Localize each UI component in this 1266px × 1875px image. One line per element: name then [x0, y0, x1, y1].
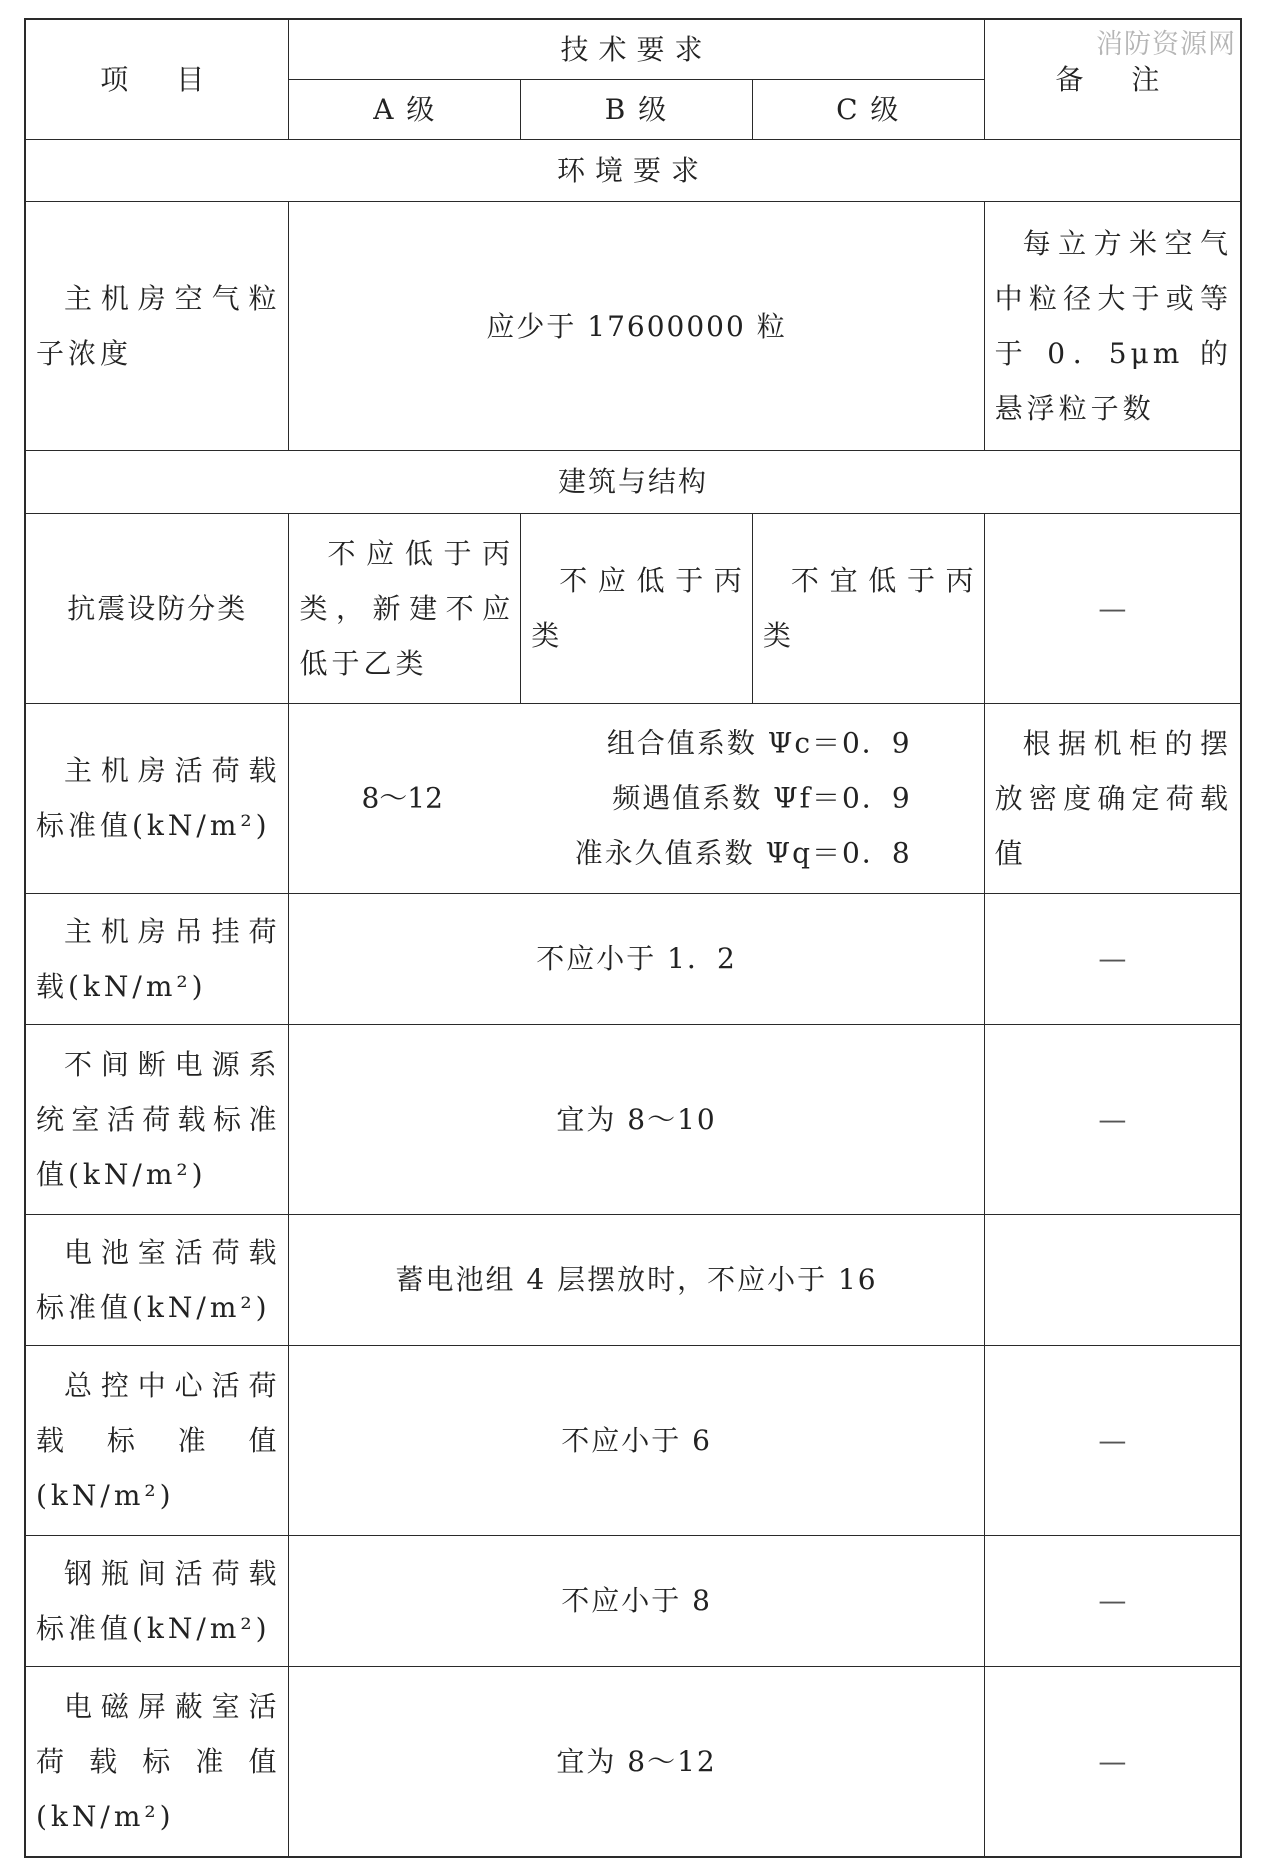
- item-cylinder-room: 钢瓶间活荷载标准值(kN/m²): [25, 1535, 289, 1666]
- item-particle: 主机房空气粒子浓度: [25, 202, 289, 451]
- header-item: 项 目: [25, 19, 289, 139]
- note-battery: [984, 1214, 1241, 1345]
- value-control-center: 不应小于 6: [289, 1345, 984, 1535]
- header-tech-requirements: 技术要求: [289, 19, 984, 79]
- note-cylinder-room: —: [984, 1535, 1241, 1666]
- header-grade-a: A 级: [289, 79, 521, 139]
- seismic-grade-a: 不应低于丙类，新建不应低于乙类: [289, 513, 521, 703]
- note-particle: 每立方米空气中粒径大于或等于 0．5μm 的悬浮粒子数: [984, 202, 1241, 451]
- item-ups: 不间断电源系统室活荷载标准值(kN/m²): [25, 1024, 289, 1214]
- table-row-battery: [25, 1214, 1241, 1345]
- requirements-table: [24, 18, 1242, 1858]
- note-room-live-load: 根据机柜的摆放密度确定荷载值: [984, 703, 1241, 893]
- table-row-particle: [25, 202, 1241, 451]
- note-ups: —: [984, 1024, 1241, 1214]
- table-row-hanging-load: [25, 893, 1241, 1024]
- item-hanging-load: 主机房吊挂荷载(kN/m²): [25, 893, 289, 1024]
- table-row-control-center: [25, 1345, 1241, 1535]
- section-row-building: [25, 450, 1241, 513]
- coefficient-combination: 组合值系数 Ψc＝0．9: [606, 726, 912, 760]
- coefficient-frequent: 频遇值系数 Ψf＝0．9: [612, 781, 912, 815]
- value-battery: 蓄电池组 4 层摆放时，不应小于 16: [289, 1214, 984, 1345]
- seismic-grade-c: 不宜低于丙类: [752, 513, 984, 703]
- coefficient-list: [575, 716, 912, 881]
- section-environment: 环境要求: [25, 139, 1241, 202]
- value-cylinder-room: 不应小于 8: [289, 1535, 984, 1666]
- note-control-center: —: [984, 1345, 1241, 1535]
- header-row-1: [25, 19, 1241, 79]
- item-room-live-load: 主机房活荷载标准值(kN/m²): [25, 703, 289, 893]
- watermark: 消防资源网: [1096, 29, 1236, 60]
- item-battery: 电池室活荷载标准值(kN/m²): [25, 1214, 289, 1345]
- table-row-room-live-load: [25, 703, 1241, 893]
- note-shield-room: —: [984, 1667, 1241, 1857]
- table-row-ups: [25, 1024, 1241, 1214]
- seismic-grade-b: 不应低于丙类: [521, 513, 753, 703]
- header-grade-b: B 级: [521, 79, 753, 139]
- item-control-center: 总控中心活荷载标准值(kN/m²): [25, 1345, 289, 1535]
- value-particle: 应少于 17600000 粒: [289, 202, 984, 451]
- table-row-cylinder-room: [25, 1535, 1241, 1666]
- section-building: 建筑与结构: [25, 450, 1241, 513]
- value-room-live-load: [289, 703, 984, 893]
- section-row-env: [25, 139, 1241, 202]
- note-hanging-load: —: [984, 893, 1241, 1024]
- value-hanging-load: 不应小于 1．2: [289, 893, 984, 1024]
- value-ups: 宜为 8～10: [289, 1024, 984, 1214]
- note-seismic: —: [984, 513, 1241, 703]
- live-load-range: 8～12: [361, 781, 443, 815]
- item-shield-room: 电磁屏蔽室活荷载标准值(kN/m²): [25, 1667, 289, 1857]
- item-seismic: 抗震设防分类: [25, 513, 289, 703]
- header-grade-c: C 级: [752, 79, 984, 139]
- header-remark: 备 注: [984, 19, 1241, 139]
- value-shield-room: 宜为 8～12: [289, 1667, 984, 1857]
- live-load-block: [289, 704, 983, 893]
- table-row-shield-room: [25, 1667, 1241, 1857]
- coefficient-quasi-permanent: 准永久值系数 Ψq＝0．8: [574, 836, 912, 870]
- table-row-seismic: [25, 513, 1241, 703]
